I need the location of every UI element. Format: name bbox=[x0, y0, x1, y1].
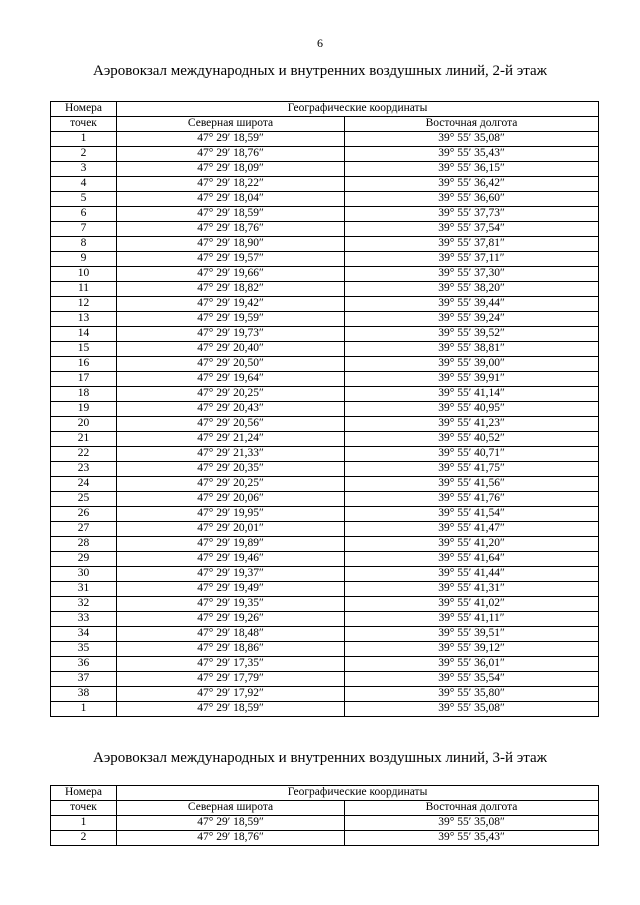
point-number-cell: 33 bbox=[51, 612, 117, 627]
longitude-cell: 39° 55′ 40,52″ bbox=[345, 432, 599, 447]
longitude-cell: 39° 55′ 41,47″ bbox=[345, 522, 599, 537]
longitude-cell: 39° 55′ 37,30″ bbox=[345, 267, 599, 282]
latitude-cell: 47° 29′ 21,24″ bbox=[117, 432, 345, 447]
latitude-cell: 47° 29′ 18,82″ bbox=[117, 282, 345, 297]
latitude-cell: 47° 29′ 19,59″ bbox=[117, 312, 345, 327]
longitude-cell: 39° 55′ 39,44″ bbox=[345, 297, 599, 312]
longitude-cell: 39° 55′ 41,20″ bbox=[345, 537, 599, 552]
table-row bbox=[51, 147, 599, 162]
latitude-cell: 47° 29′ 17,79″ bbox=[117, 672, 345, 687]
longitude-cell: 39° 55′ 40,71″ bbox=[345, 447, 599, 462]
table-row bbox=[51, 537, 599, 552]
table-row bbox=[51, 282, 599, 297]
longitude-cell: 39° 55′ 41,14″ bbox=[345, 387, 599, 402]
point-number-cell: 35 bbox=[51, 642, 117, 657]
latitude-cell: 47° 29′ 20,40″ bbox=[117, 342, 345, 357]
header-geo-coordinates: Географические координаты bbox=[117, 786, 599, 801]
point-number-cell: 21 bbox=[51, 432, 117, 447]
point-number-cell: 31 bbox=[51, 582, 117, 597]
point-number-cell: 30 bbox=[51, 567, 117, 582]
latitude-cell: 47° 29′ 18,09″ bbox=[117, 162, 345, 177]
longitude-cell: 39° 55′ 41,76″ bbox=[345, 492, 599, 507]
point-number-cell: 14 bbox=[51, 327, 117, 342]
latitude-cell: 47° 29′ 18,59″ bbox=[117, 702, 345, 717]
latitude-cell: 47° 29′ 19,89″ bbox=[117, 537, 345, 552]
latitude-cell: 47° 29′ 19,35″ bbox=[117, 597, 345, 612]
longitude-cell: 39° 55′ 40,95″ bbox=[345, 402, 599, 417]
point-number-cell: 27 bbox=[51, 522, 117, 537]
latitude-cell: 47° 29′ 19,73″ bbox=[117, 327, 345, 342]
latitude-cell: 47° 29′ 20,01″ bbox=[117, 522, 345, 537]
latitude-cell: 47° 29′ 19,46″ bbox=[117, 552, 345, 567]
point-number-cell: 16 bbox=[51, 357, 117, 372]
table-row bbox=[51, 162, 599, 177]
latitude-cell: 47° 29′ 21,33″ bbox=[117, 447, 345, 462]
latitude-cell: 47° 29′ 20,50″ bbox=[117, 357, 345, 372]
point-number-cell: 12 bbox=[51, 297, 117, 312]
header-point-number: Номера bbox=[51, 786, 117, 801]
table-row bbox=[51, 627, 599, 642]
latitude-cell: 47° 29′ 19,57″ bbox=[117, 252, 345, 267]
point-number-cell: 22 bbox=[51, 447, 117, 462]
point-number-cell: 1 bbox=[51, 702, 117, 717]
longitude-cell: 39° 55′ 35,08″ bbox=[345, 702, 599, 717]
latitude-cell: 47° 29′ 18,76″ bbox=[117, 831, 345, 846]
point-number-cell: 1 bbox=[51, 816, 117, 831]
table-row bbox=[51, 672, 599, 687]
latitude-cell: 47° 29′ 20,43″ bbox=[117, 402, 345, 417]
point-number-cell: 38 bbox=[51, 687, 117, 702]
header-point-number-cont: точек bbox=[51, 801, 117, 816]
table-row bbox=[51, 297, 599, 312]
table-row bbox=[51, 327, 599, 342]
longitude-cell: 39° 55′ 39,52″ bbox=[345, 327, 599, 342]
table-row bbox=[51, 342, 599, 357]
table-row bbox=[51, 207, 599, 222]
longitude-cell: 39° 55′ 39,12″ bbox=[345, 642, 599, 657]
point-number-cell: 2 bbox=[51, 831, 117, 846]
point-number-cell: 20 bbox=[51, 417, 117, 432]
coordinates-table bbox=[50, 785, 599, 846]
latitude-cell: 47° 29′ 20,25″ bbox=[117, 477, 345, 492]
longitude-cell: 39° 55′ 38,81″ bbox=[345, 342, 599, 357]
longitude-cell: 39° 55′ 41,11″ bbox=[345, 612, 599, 627]
longitude-cell: 39° 55′ 35,80″ bbox=[345, 687, 599, 702]
longitude-cell: 39° 55′ 37,54″ bbox=[345, 222, 599, 237]
longitude-cell: 39° 55′ 36,60″ bbox=[345, 192, 599, 207]
table-row bbox=[51, 687, 599, 702]
table-row bbox=[51, 642, 599, 657]
latitude-cell: 47° 29′ 18,04″ bbox=[117, 192, 345, 207]
table-row bbox=[51, 252, 599, 267]
longitude-cell: 39° 55′ 35,43″ bbox=[345, 831, 599, 846]
table-row bbox=[51, 567, 599, 582]
latitude-cell: 47° 29′ 19,66″ bbox=[117, 267, 345, 282]
longitude-cell: 39° 55′ 41,56″ bbox=[345, 477, 599, 492]
header-geo-coordinates: Географические координаты bbox=[117, 102, 599, 117]
longitude-cell: 39° 55′ 35,43″ bbox=[345, 147, 599, 162]
table-row bbox=[51, 582, 599, 597]
table-body bbox=[51, 816, 599, 846]
longitude-cell: 39° 55′ 41,75″ bbox=[345, 462, 599, 477]
longitude-cell: 39° 55′ 37,11″ bbox=[345, 252, 599, 267]
header-latitude: Северная широта bbox=[117, 117, 345, 132]
latitude-cell: 47° 29′ 18,86″ bbox=[117, 642, 345, 657]
table-row bbox=[51, 447, 599, 462]
latitude-cell: 47° 29′ 19,95″ bbox=[117, 507, 345, 522]
latitude-cell: 47° 29′ 18,59″ bbox=[117, 816, 345, 831]
latitude-cell: 47° 29′ 19,49″ bbox=[117, 582, 345, 597]
table-row bbox=[51, 552, 599, 567]
latitude-cell: 47° 29′ 18,76″ bbox=[117, 222, 345, 237]
longitude-cell: 39° 55′ 39,00″ bbox=[345, 357, 599, 372]
table-row bbox=[51, 702, 599, 717]
latitude-cell: 47° 29′ 19,26″ bbox=[117, 612, 345, 627]
longitude-cell: 39° 55′ 41,02″ bbox=[345, 597, 599, 612]
latitude-cell: 47° 29′ 17,92″ bbox=[117, 687, 345, 702]
table-row bbox=[51, 507, 599, 522]
longitude-cell: 39° 55′ 36,01″ bbox=[345, 657, 599, 672]
longitude-cell: 39° 55′ 37,81″ bbox=[345, 237, 599, 252]
point-number-cell: 29 bbox=[51, 552, 117, 567]
point-number-cell: 1 bbox=[51, 132, 117, 147]
latitude-cell: 47° 29′ 18,22″ bbox=[117, 177, 345, 192]
table-row bbox=[51, 267, 599, 282]
table-row bbox=[51, 612, 599, 627]
header-point-number-cont: точек bbox=[51, 117, 117, 132]
header-latitude: Северная широта bbox=[117, 801, 345, 816]
longitude-cell: 39° 55′ 41,64″ bbox=[345, 552, 599, 567]
table-row bbox=[51, 387, 599, 402]
table-row bbox=[51, 372, 599, 387]
longitude-cell: 39° 55′ 35,08″ bbox=[345, 816, 599, 831]
table-row bbox=[51, 657, 599, 672]
point-number-cell: 4 bbox=[51, 177, 117, 192]
latitude-cell: 47° 29′ 20,25″ bbox=[117, 387, 345, 402]
header-longitude: Восточная долгота bbox=[345, 801, 599, 816]
point-number-cell: 17 bbox=[51, 372, 117, 387]
point-number-cell: 36 bbox=[51, 657, 117, 672]
longitude-cell: 39° 55′ 39,24″ bbox=[345, 312, 599, 327]
latitude-cell: 47° 29′ 20,06″ bbox=[117, 492, 345, 507]
table-row bbox=[51, 492, 599, 507]
table-row bbox=[51, 831, 599, 846]
table-row bbox=[51, 816, 599, 831]
longitude-cell: 39° 55′ 36,15″ bbox=[345, 162, 599, 177]
point-number-cell: 6 bbox=[51, 207, 117, 222]
table-row bbox=[51, 192, 599, 207]
latitude-cell: 47° 29′ 20,56″ bbox=[117, 417, 345, 432]
longitude-cell: 39° 55′ 41,44″ bbox=[345, 567, 599, 582]
latitude-cell: 47° 29′ 19,64″ bbox=[117, 372, 345, 387]
point-number-cell: 10 bbox=[51, 267, 117, 282]
latitude-cell: 47° 29′ 18,59″ bbox=[117, 132, 345, 147]
longitude-cell: 39° 55′ 39,51″ bbox=[345, 627, 599, 642]
table-row bbox=[51, 237, 599, 252]
table-row bbox=[51, 132, 599, 147]
table-row bbox=[51, 477, 599, 492]
longitude-cell: 39° 55′ 35,54″ bbox=[345, 672, 599, 687]
longitude-cell: 39° 55′ 37,73″ bbox=[345, 207, 599, 222]
header-longitude: Восточная долгота bbox=[345, 117, 599, 132]
point-number-cell: 37 bbox=[51, 672, 117, 687]
latitude-cell: 47° 29′ 18,59″ bbox=[117, 207, 345, 222]
table-row bbox=[51, 432, 599, 447]
latitude-cell: 47° 29′ 18,48″ bbox=[117, 627, 345, 642]
longitude-cell: 39° 55′ 41,54″ bbox=[345, 507, 599, 522]
table-row bbox=[51, 522, 599, 537]
point-number-cell: 26 bbox=[51, 507, 117, 522]
point-number-cell: 28 bbox=[51, 537, 117, 552]
point-number-cell: 9 bbox=[51, 252, 117, 267]
point-number-cell: 5 bbox=[51, 192, 117, 207]
latitude-cell: 47° 29′ 18,90″ bbox=[117, 237, 345, 252]
table-row bbox=[51, 177, 599, 192]
table-row bbox=[51, 312, 599, 327]
point-number-cell: 18 bbox=[51, 387, 117, 402]
point-number-cell: 24 bbox=[51, 477, 117, 492]
latitude-cell: 47° 29′ 17,35″ bbox=[117, 657, 345, 672]
point-number-cell: 2 bbox=[51, 147, 117, 162]
table-row bbox=[51, 222, 599, 237]
point-number-cell: 13 bbox=[51, 312, 117, 327]
table-row bbox=[51, 402, 599, 417]
page-number: 6 bbox=[317, 36, 323, 50]
coordinates-table bbox=[50, 101, 599, 717]
latitude-cell: 47° 29′ 20,35″ bbox=[117, 462, 345, 477]
point-number-cell: 15 bbox=[51, 342, 117, 357]
point-number-cell: 19 bbox=[51, 402, 117, 417]
point-number-cell: 8 bbox=[51, 237, 117, 252]
point-number-cell: 11 bbox=[51, 282, 117, 297]
latitude-cell: 47° 29′ 18,76″ bbox=[117, 147, 345, 162]
table-body bbox=[51, 132, 599, 717]
longitude-cell: 39° 55′ 36,42″ bbox=[345, 177, 599, 192]
point-number-cell: 34 bbox=[51, 627, 117, 642]
point-number-cell: 32 bbox=[51, 597, 117, 612]
longitude-cell: 39° 55′ 41,31″ bbox=[345, 582, 599, 597]
latitude-cell: 47° 29′ 19,37″ bbox=[117, 567, 345, 582]
table-row bbox=[51, 417, 599, 432]
section-title: Аэровокзал международных и внутренних воздушных линий, 2-й этаж bbox=[92, 63, 548, 79]
point-number-cell: 25 bbox=[51, 492, 117, 507]
longitude-cell: 39° 55′ 38,20″ bbox=[345, 282, 599, 297]
longitude-cell: 39° 55′ 35,08″ bbox=[345, 132, 599, 147]
point-number-cell: 7 bbox=[51, 222, 117, 237]
header-point-number: Номера bbox=[51, 102, 117, 117]
point-number-cell: 23 bbox=[51, 462, 117, 477]
longitude-cell: 39° 55′ 39,91″ bbox=[345, 372, 599, 387]
point-number-cell: 3 bbox=[51, 162, 117, 177]
table-row bbox=[51, 597, 599, 612]
section-title: Аэровокзал международных и внутренних воздушных линий, 3-й этаж bbox=[92, 750, 548, 766]
table-row bbox=[51, 357, 599, 372]
latitude-cell: 47° 29′ 19,42″ bbox=[117, 297, 345, 312]
table-row bbox=[51, 462, 599, 477]
longitude-cell: 39° 55′ 41,23″ bbox=[345, 417, 599, 432]
